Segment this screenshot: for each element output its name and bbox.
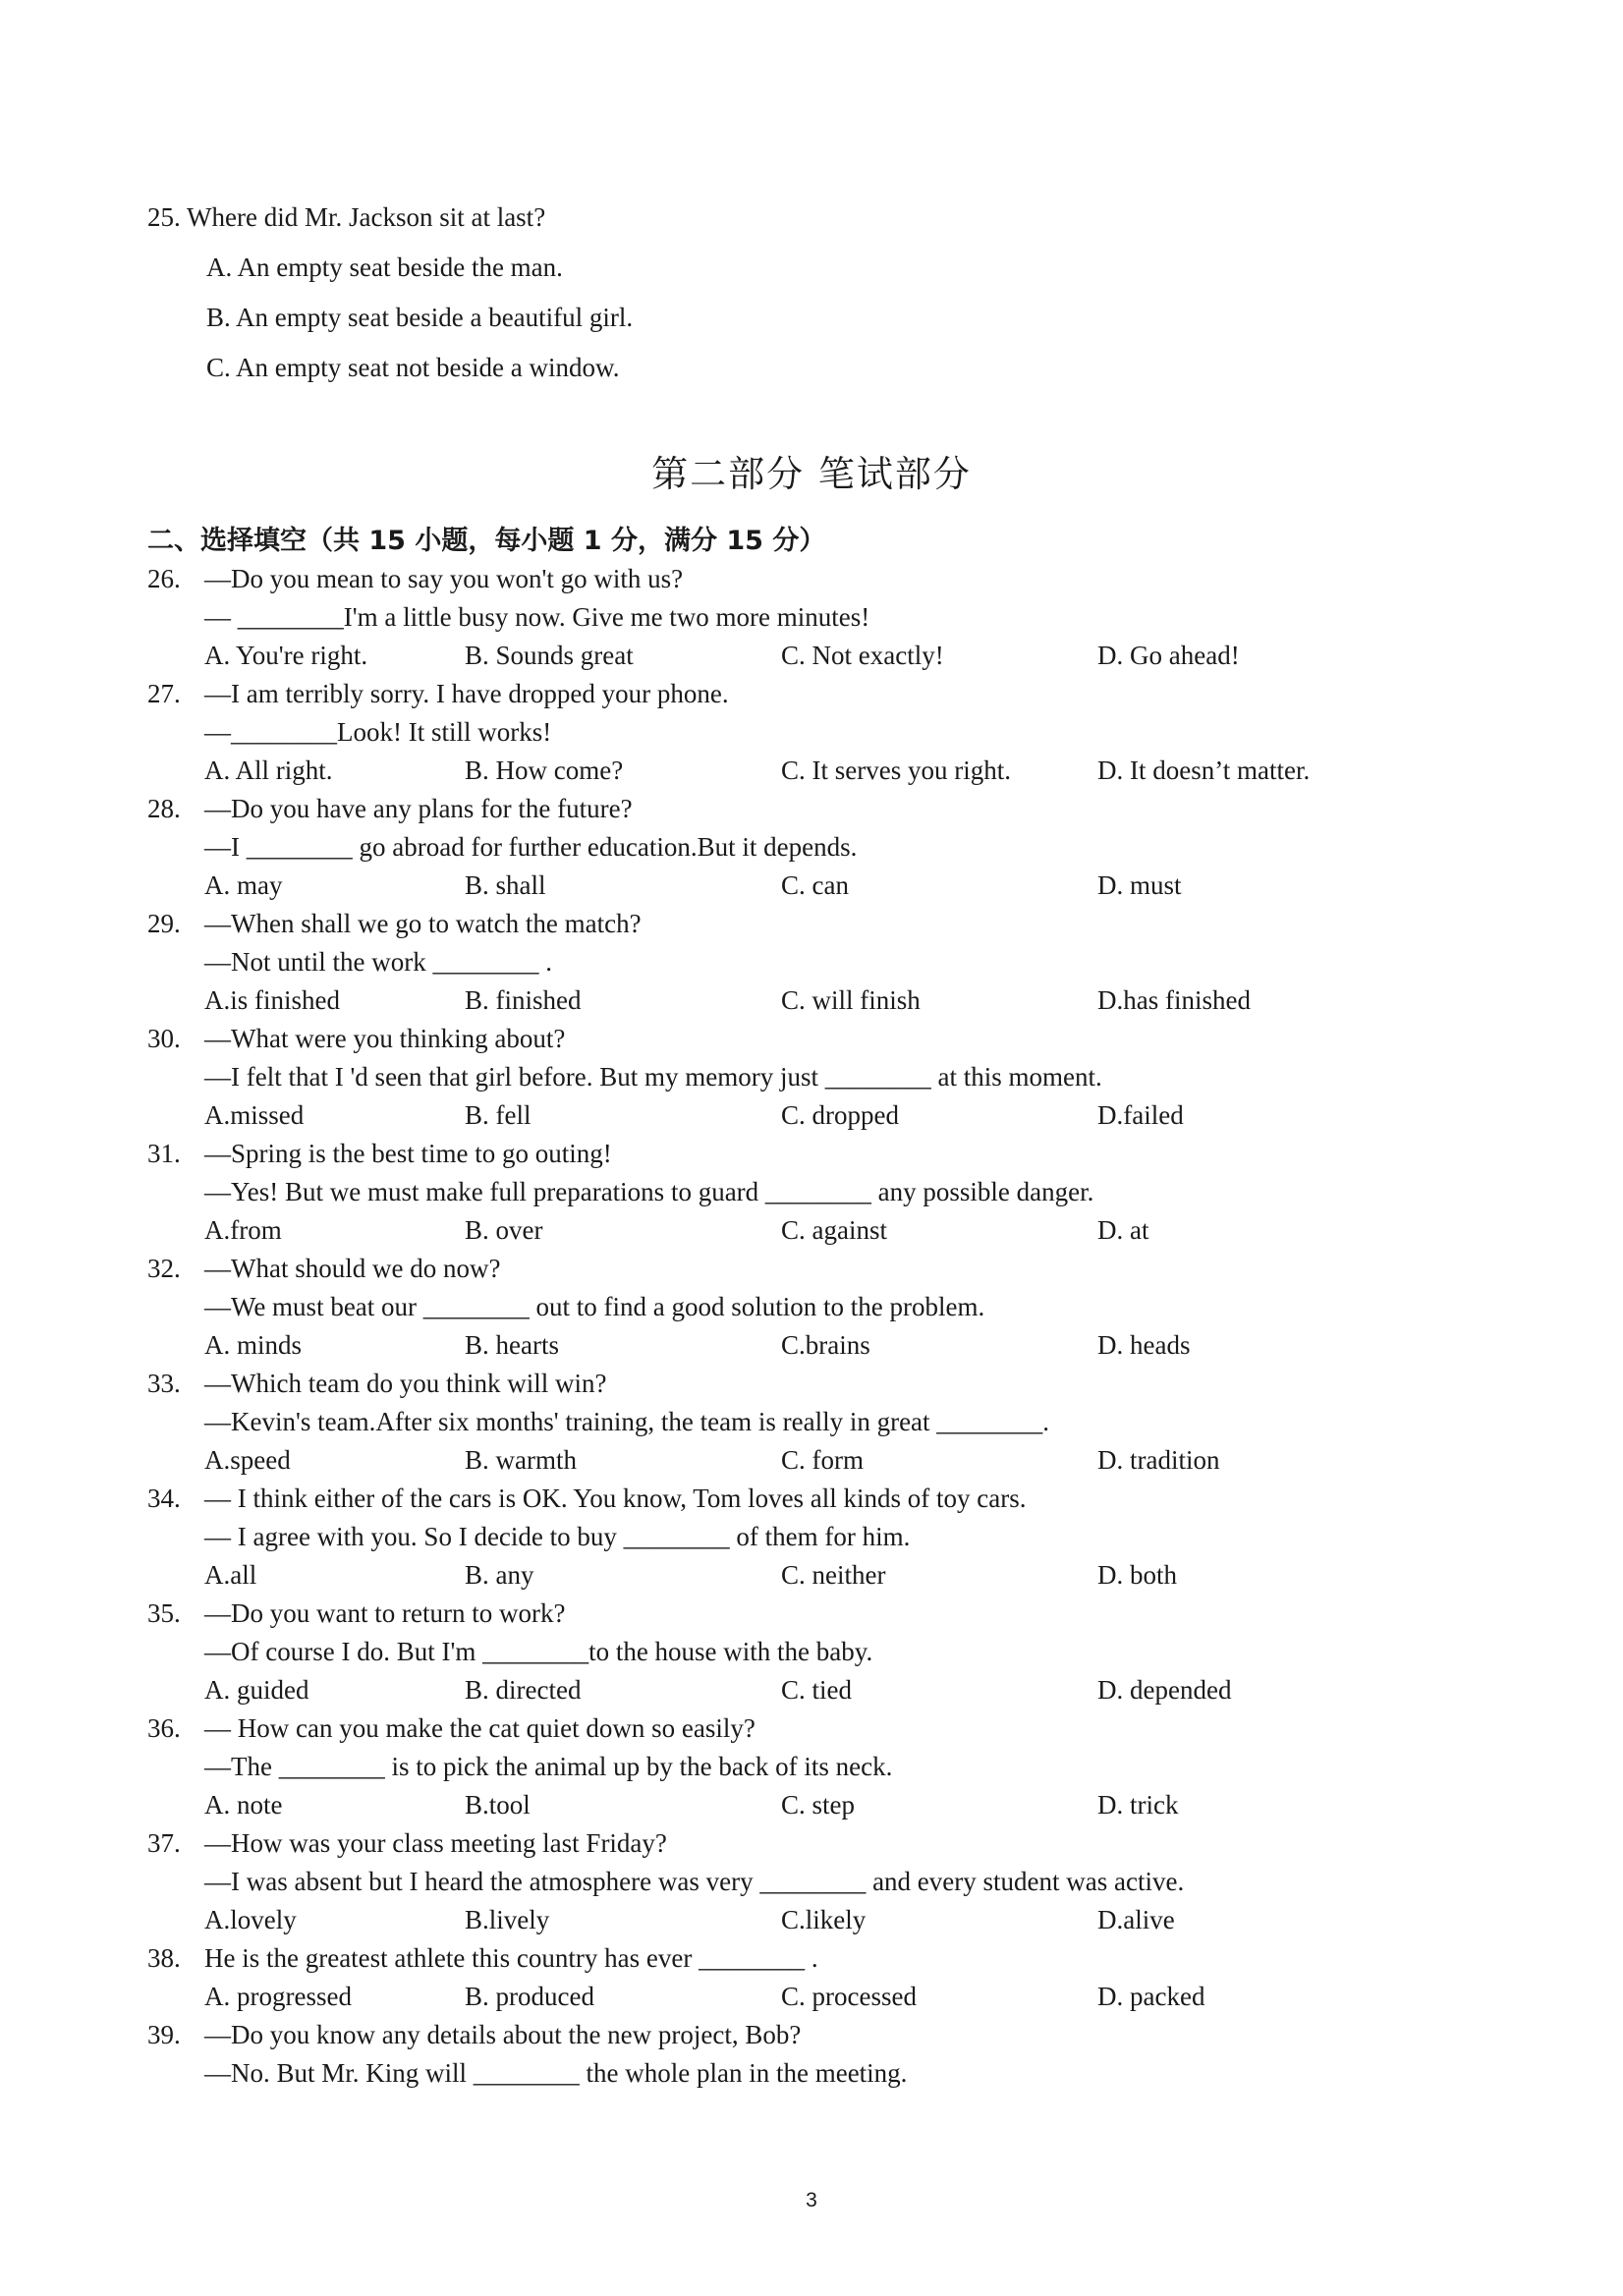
question-row xyxy=(147,1365,1523,1403)
question-number: 38. xyxy=(147,1943,181,1973)
question-row xyxy=(147,2016,1523,2054)
question-row xyxy=(147,1135,1523,1173)
answer-option-c: C. can xyxy=(781,870,849,900)
question-text: —When shall we go to watch the match? xyxy=(204,909,642,938)
answer-option-c: C. processed xyxy=(781,1982,917,2011)
answer-option-c: C. neither xyxy=(781,1560,886,1590)
question-item xyxy=(147,905,1523,1020)
question-item xyxy=(147,1709,1523,1824)
answer-option-d: D.failed xyxy=(1097,1100,1184,1130)
answer-option-a: A.all xyxy=(204,1560,257,1590)
answer-options xyxy=(147,1978,1523,2016)
answer-option-c: C. dropped xyxy=(781,1100,899,1130)
answer-option-c: C. step xyxy=(781,1790,856,1820)
answer-option-a: A. minds xyxy=(204,1330,303,1360)
question-item xyxy=(147,1824,1523,1939)
question-row xyxy=(147,1709,1523,1748)
answer-option-b: B. any xyxy=(465,1560,534,1590)
answer-option-d: D.alive xyxy=(1097,1905,1175,1934)
answer-option-d: D. at xyxy=(1097,1215,1149,1245)
question-row xyxy=(147,790,1523,828)
answer-option-b: B. produced xyxy=(465,1982,594,2011)
answer-option-d: D. Go ahead! xyxy=(1097,641,1240,670)
question-text: —What were you thinking about? xyxy=(204,1024,566,1053)
answer-options xyxy=(147,1671,1523,1709)
dialogue-line: —Kevin's team.After six months' training, the team is really in great ________. xyxy=(204,1407,1050,1436)
page-number: 3 xyxy=(806,2189,817,2212)
answer-options xyxy=(147,1786,1523,1824)
question-text: —Do you want to return to work? xyxy=(204,1598,566,1628)
question-row xyxy=(147,560,1523,598)
question-row xyxy=(147,1824,1523,1863)
question-text: — I think either of the cars is OK. You know, Tom loves all kinds of toy cars. xyxy=(204,1484,1027,1513)
dialogue-line: —I felt that I 'd seen that girl before. But my memory just ________ at this moment. xyxy=(204,1062,1102,1092)
question-number: 31. xyxy=(147,1139,181,1168)
question-item xyxy=(147,1939,1523,2016)
answer-option-d: D. tradition xyxy=(1097,1445,1220,1475)
answer-option-c: C.brains xyxy=(781,1330,870,1360)
question-row xyxy=(147,1939,1523,1978)
dialogue-line: —I ________ go abroad for further education.But it depends. xyxy=(204,832,858,862)
question-number: 34. xyxy=(147,1484,181,1513)
answer-options xyxy=(147,1096,1523,1135)
answer-option-c: C. form xyxy=(781,1445,864,1475)
question-list xyxy=(147,560,1523,2093)
question-row xyxy=(147,1020,1523,1058)
answer-options xyxy=(147,637,1523,675)
answer-option-d: D.has finished xyxy=(1097,985,1251,1015)
dialogue-line: —________Look! It still works! xyxy=(204,717,552,747)
question-item xyxy=(147,1135,1523,1250)
question-text: —What should we do now? xyxy=(204,1254,501,1283)
question-text: —Which team do you think will win? xyxy=(204,1369,607,1398)
question-text: —Do you know any details about the new project, Bob? xyxy=(204,2020,802,2049)
answer-option-d: D. packed xyxy=(1097,1982,1205,2011)
dialogue-line: —Yes! But we must make full preparations to guard ________ any possible danger. xyxy=(204,1177,1094,1206)
answer-option-d: D. trick xyxy=(1097,1790,1179,1820)
question-25 xyxy=(147,193,633,393)
question-row xyxy=(147,905,1523,943)
question-item xyxy=(147,1365,1523,1480)
question-item xyxy=(147,560,1523,675)
question-row xyxy=(147,1595,1523,1633)
section-title: 第二部分 笔试部分 xyxy=(651,453,972,495)
answer-option-a: A. may xyxy=(204,870,283,900)
question-row xyxy=(147,675,1523,713)
answer-option-c: C. It serves you right. xyxy=(781,756,1011,785)
question-number: 28. xyxy=(147,794,181,823)
answer-option-a: A. note xyxy=(204,1790,283,1820)
question-text: —Do you mean to say you won't go with us? xyxy=(204,564,684,593)
question-item xyxy=(147,790,1523,905)
answer-option-c: C. will finish xyxy=(781,985,921,1015)
dialogue-line: —Of course I do. But I'm ________to the house with the baby. xyxy=(204,1637,873,1666)
answer-option-c: C.likely xyxy=(781,1905,867,1934)
question-number: 29. xyxy=(147,909,181,938)
section-subheading: 二、选择填空（共 15 小题，每小题 1 分，满分 15 分） xyxy=(147,526,826,556)
answer-option-b: B. How come? xyxy=(465,756,624,785)
dialogue-line: — ________I'm a little busy now. Give me two more minutes! xyxy=(204,602,870,632)
question-text: —Do you have any plans for the future? xyxy=(204,794,633,823)
answer-option-b: B. finished xyxy=(465,985,582,1015)
answer-option-b: B. fell xyxy=(465,1100,532,1130)
answer-option-b: B. over xyxy=(465,1215,543,1245)
answer-option-a: A.from xyxy=(204,1215,282,1245)
answer-option-a: A. guided xyxy=(204,1675,309,1705)
answer-option-a: A. You're right. xyxy=(204,641,368,670)
answer-option-b: B. warmth xyxy=(465,1445,577,1475)
question-number: 39. xyxy=(147,2020,181,2049)
dialogue-line: —No. But Mr. King will ________ the whole plan in the meeting. xyxy=(204,2058,908,2088)
answer-option-a: A.speed xyxy=(204,1445,291,1475)
answer-options xyxy=(147,1326,1523,1365)
dialogue-line: — I agree with you. So I decide to buy ________ of them for him. xyxy=(204,1522,911,1551)
answer-options xyxy=(147,1211,1523,1250)
answer-options xyxy=(147,1441,1523,1480)
answer-option-a: A. progressed xyxy=(204,1982,352,2011)
question-text: —How was your class meeting last Friday? xyxy=(204,1828,667,1858)
answer-options xyxy=(147,752,1523,790)
answer-option-a: A. All right. xyxy=(204,756,333,785)
question-row xyxy=(147,1250,1523,1288)
question-text: — How can you make the cat quiet down so easily? xyxy=(204,1713,756,1743)
dialogue-line: —The ________ is to pick the animal up by the back of its neck. xyxy=(204,1752,893,1781)
question-number: 33. xyxy=(147,1369,181,1398)
answer-option-a: A.lovely xyxy=(204,1905,297,1934)
answer-option-a: A.is finished xyxy=(204,985,340,1015)
answer-option-c: C. Not exactly! xyxy=(781,641,944,670)
dialogue-line: —Not until the work ________ . xyxy=(204,947,552,977)
answer-option-d: D. It doesn’t matter. xyxy=(1097,756,1311,785)
answer-option-a: A.missed xyxy=(204,1100,305,1130)
answer-option-d: D. heads xyxy=(1097,1330,1191,1360)
answer-option-b: B. Sounds great xyxy=(465,641,634,670)
question-item xyxy=(147,1250,1523,1365)
answer-options xyxy=(147,867,1523,905)
question-25-text: 25. Where did Mr. Jackson sit at last? xyxy=(147,202,546,232)
question-25-option-b: B. An empty seat beside a beautiful girl. xyxy=(206,303,634,332)
answer-option-c: C. tied xyxy=(781,1675,852,1705)
dialogue-line: —We must beat our ________ out to find a good solution to the problem. xyxy=(204,1292,985,1321)
answer-option-c: C. against xyxy=(781,1215,887,1245)
answer-options xyxy=(147,1901,1523,1939)
question-row xyxy=(147,1480,1523,1518)
question-number: 32. xyxy=(147,1254,181,1283)
question-text: —Spring is the best time to go outing! xyxy=(204,1139,612,1168)
question-item xyxy=(147,1595,1523,1709)
answer-option-b: B.lively xyxy=(465,1905,550,1934)
question-text: He is the greatest athlete this country has ever ________ . xyxy=(204,1943,818,1973)
answer-options xyxy=(147,1556,1523,1595)
question-number: 27. xyxy=(147,679,181,708)
question-number: 37. xyxy=(147,1828,181,1858)
answer-options xyxy=(147,981,1523,1020)
answer-option-b: B. hearts xyxy=(465,1330,559,1360)
question-item xyxy=(147,675,1523,790)
question-25-option-a: A. An empty seat beside the man. xyxy=(206,252,563,282)
answer-option-b: B.tool xyxy=(465,1790,531,1820)
answer-option-d: D. depended xyxy=(1097,1675,1232,1705)
question-item xyxy=(147,2016,1523,2093)
question-item xyxy=(147,1020,1523,1135)
answer-option-b: B. directed xyxy=(465,1675,582,1705)
answer-option-b: B. shall xyxy=(465,870,546,900)
answer-option-d: D. both xyxy=(1097,1560,1177,1590)
question-item xyxy=(147,1480,1523,1595)
question-number: 26. xyxy=(147,564,181,593)
dialogue-line: —I was absent but I heard the atmosphere was very ________ and every student was active. xyxy=(204,1867,1185,1896)
answer-option-d: D. must xyxy=(1097,870,1182,900)
question-number: 36. xyxy=(147,1713,181,1743)
question-number: 35. xyxy=(147,1598,181,1628)
question-25-option-c: C. An empty seat not beside a window. xyxy=(206,353,620,382)
question-number: 30. xyxy=(147,1024,181,1053)
question-text: —I am terribly sorry. I have dropped your phone. xyxy=(204,679,729,708)
